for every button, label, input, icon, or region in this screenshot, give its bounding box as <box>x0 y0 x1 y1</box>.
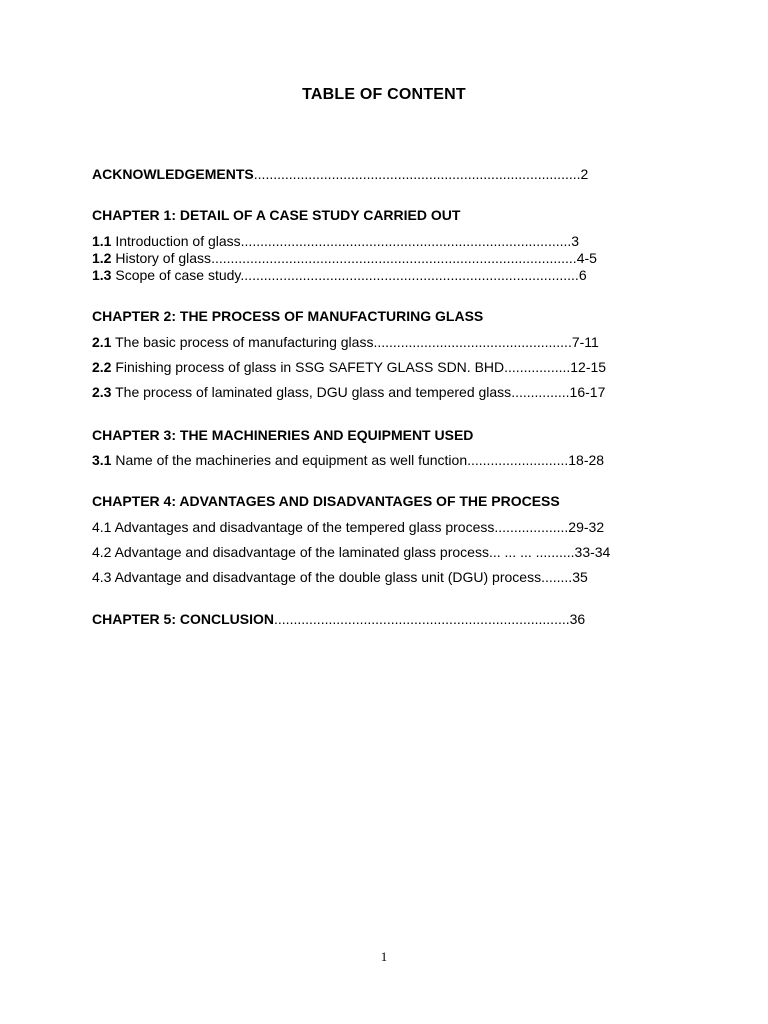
entry-text: 4.2 Advantage and disadvantage of the laminated glass process <box>92 544 489 560</box>
toc-entry-4-2 <box>92 544 610 561</box>
leader-dots: .................................................................................... <box>253 166 581 182</box>
entry-number: 1.3 <box>92 267 112 283</box>
entry-number: 1.2 <box>92 250 112 266</box>
entry-text: 4.3 Advantage and disadvantage of the double glass unit (DGU) process <box>92 569 542 585</box>
leader-dots: ... ... ... .......... <box>488 544 575 560</box>
leader-dots: ............... <box>511 384 570 400</box>
entry-text: History of glass <box>111 250 212 266</box>
page-number: 33-34 <box>574 544 611 560</box>
entry-text: Scope of case study <box>111 267 241 283</box>
entry-number: 2.2 <box>92 359 112 375</box>
leader-dots: ....................................................................................... <box>240 267 579 283</box>
page-number: 12-15 <box>570 359 607 375</box>
leader-dots: ................. <box>504 359 571 375</box>
entry-text: The basic process of manufacturing glass <box>111 334 374 350</box>
toc-entry-1-2 <box>92 250 597 267</box>
entry-number: 2.3 <box>92 384 112 400</box>
entry-text: Name of the machineries and equipment as well function <box>111 452 468 468</box>
chapter-3-heading: CHAPTER 3: THE MACHINERIES AND EQUIPMENT USED <box>92 427 474 443</box>
leader-dots: .......................... <box>467 452 569 468</box>
leader-dots: ................................................... <box>373 334 572 350</box>
page-number: 18-28 <box>568 452 605 468</box>
leader-dots: ..................................................................................... <box>240 233 572 249</box>
entry-text: The process of laminated glass, DGU glass and tempered glass <box>111 384 512 400</box>
toc-entry-1-1 <box>92 233 579 250</box>
toc-entry-acknowledgements <box>92 166 588 183</box>
leader-dots: ................... <box>494 519 569 535</box>
entry-text: Finishing process of glass in SSG SAFETY GLASS SDN. BHD <box>111 359 505 375</box>
page-number: 35 <box>572 569 588 585</box>
chapter-4-heading: CHAPTER 4: ADVANTAGES AND DISADVANTAGES OF THE PROCESS <box>92 493 560 509</box>
page-number: 2 <box>580 166 589 182</box>
page-number: 29-32 <box>568 519 605 535</box>
page-number: 3 <box>571 233 580 249</box>
page-footer-number: 1 <box>380 949 388 964</box>
entry-number: 3.1 <box>92 452 112 468</box>
entry-number: 2.1 <box>92 334 112 350</box>
entry-label: ACKNOWLEDGEMENTS <box>92 166 254 182</box>
toc-entry-4-3 <box>92 569 588 586</box>
toc-entry-2-2 <box>92 359 606 376</box>
page-number: 6 <box>578 267 587 283</box>
leader-dots: .............................................................................................. <box>211 250 577 266</box>
entry-label: CHAPTER 5: CONCLUSION <box>92 611 275 627</box>
chapter-2-heading: CHAPTER 2: THE PROCESS OF MANUFACTURING GLASS <box>92 308 484 324</box>
leader-dots: ........ <box>541 569 573 585</box>
toc-entry-4-1 <box>92 519 604 536</box>
page-number: 4-5 <box>576 250 597 266</box>
page-number: 16-17 <box>569 384 606 400</box>
toc-entry-3-1 <box>92 452 604 469</box>
toc-entry-2-1 <box>92 334 599 351</box>
entry-number: 1.1 <box>92 233 112 249</box>
entry-text: Introduction of glass <box>111 233 241 249</box>
page-number: 36 <box>569 611 586 627</box>
toc-entry-2-3 <box>92 384 605 401</box>
toc-entry-1-3 <box>92 267 587 284</box>
toc-entry-conclusion <box>92 611 585 628</box>
page-title: TABLE OF CONTENT <box>302 86 466 103</box>
page-number: 7-11 <box>571 334 599 350</box>
leader-dots: ............................................................................ <box>274 611 570 627</box>
chapter-1-heading: CHAPTER 1: DETAIL OF A CASE STUDY CARRIED OUT <box>92 207 461 223</box>
entry-text: 4.1 Advantages and disadvantage of the tempered glass process <box>92 519 495 535</box>
